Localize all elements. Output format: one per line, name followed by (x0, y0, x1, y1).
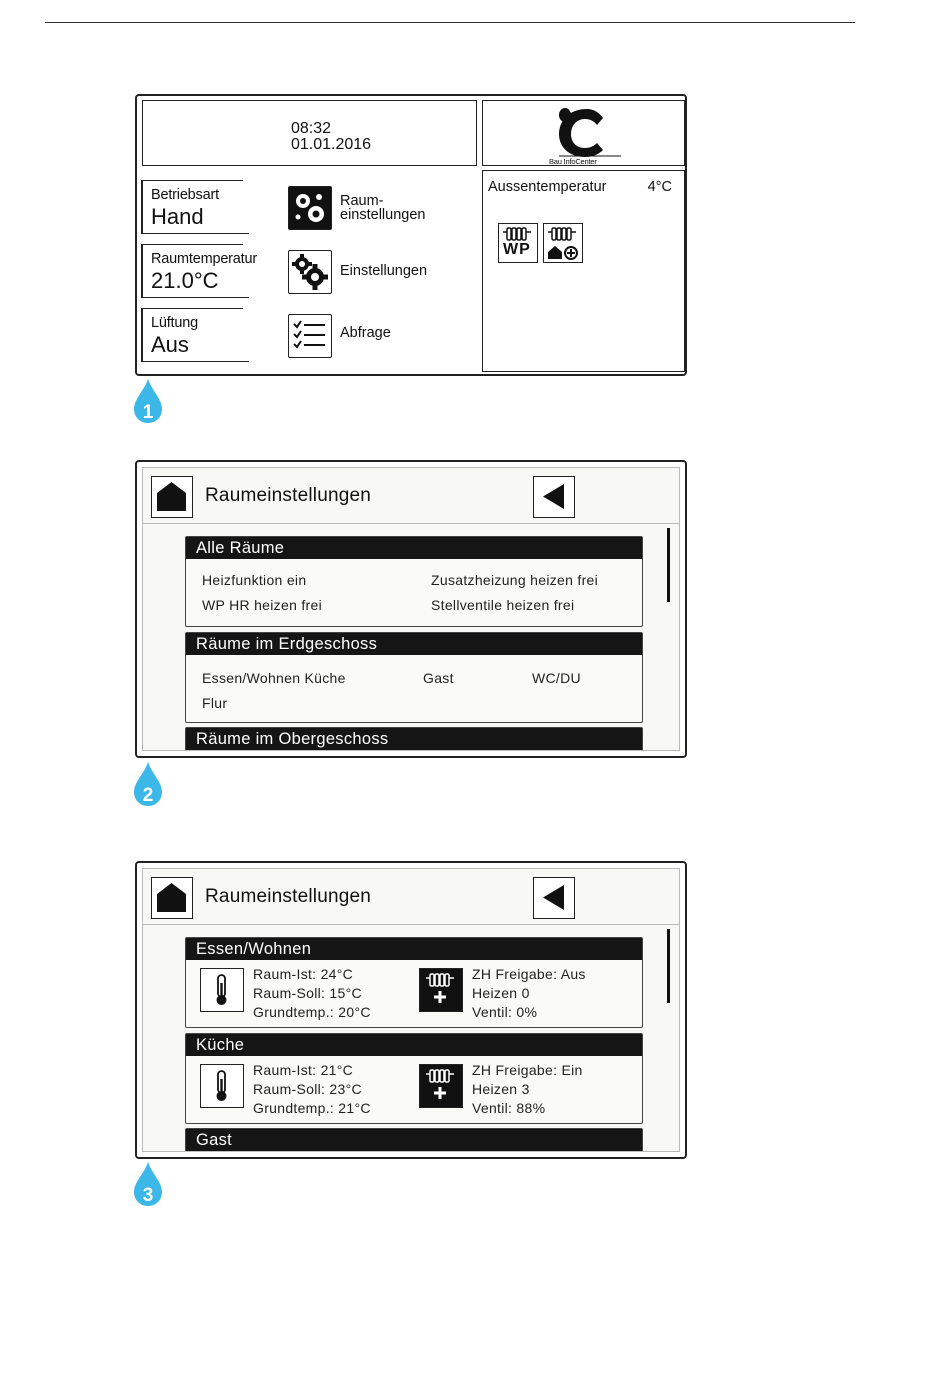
outside-temp-label: Aussentemperatur (488, 179, 607, 195)
home-icon (152, 878, 191, 917)
auxiliary-heater-button[interactable] (419, 1064, 463, 1108)
room-settings-button[interactable] (288, 186, 332, 230)
main-screen (135, 94, 687, 376)
section-ground-floor[interactable] (185, 632, 643, 723)
heater-status (472, 965, 586, 1022)
outside-panel (482, 170, 685, 372)
room-title: Küche (186, 1034, 642, 1056)
radiator-icon (544, 225, 581, 243)
room-temp-label: Raumtemperatur (151, 251, 257, 267)
room-settings-line1: Raum- (340, 193, 384, 209)
raum-ist: Raum-Ist: 24°C (253, 966, 354, 982)
heizen: Heizen 3 (472, 1081, 530, 1097)
back-button[interactable] (533, 877, 575, 919)
house-heating-status[interactable] (543, 223, 583, 263)
thermostat-button[interactable] (200, 968, 244, 1012)
page-title: Raumeinstellungen (205, 886, 372, 907)
room-card-essen-wohnen[interactable] (185, 937, 643, 1028)
marker-3-label: 3 (142, 1185, 154, 1206)
outside-temp-value: 4°C (647, 179, 672, 195)
heat-pump-status[interactable] (498, 223, 538, 263)
ventil: Ventil: 88% (472, 1100, 546, 1116)
house-plus-icon (544, 243, 581, 261)
heizen: Heizen 0 (472, 985, 530, 1001)
home-icon (152, 477, 191, 516)
thermometer-icon (201, 1065, 242, 1106)
scrollbar[interactable] (667, 929, 670, 1003)
back-arrow-icon (534, 878, 573, 917)
room-temps (253, 1061, 371, 1118)
home-button[interactable] (151, 476, 193, 518)
marker-3 (133, 1162, 163, 1206)
zh-freigabe: ZH Freigabe: Ein (472, 1062, 583, 1078)
datetime (291, 121, 371, 153)
marker-1-label: 1 (142, 402, 154, 423)
section-title: Alle Räume (186, 537, 642, 559)
wp-label: WP (503, 241, 531, 258)
room-settings-line2: einstellungen (340, 207, 426, 223)
section-all-rooms[interactable] (185, 536, 643, 627)
room-detail-screen (135, 861, 687, 1159)
ventilation-label: Lüftung (151, 315, 198, 331)
ventil: Ventil: 0% (472, 1004, 538, 1020)
option-heizfunktion[interactable]: Heizfunktion ein (202, 572, 307, 588)
room-wc-du[interactable]: WC/DU (532, 670, 581, 686)
option-stellventile[interactable]: Stellventile heizen frei (431, 597, 575, 613)
date: 01.01.2016 (291, 136, 372, 153)
room-temps (253, 965, 371, 1022)
room-settings-overview-screen (135, 460, 687, 758)
mode-status[interactable] (141, 180, 249, 234)
room-card-gast[interactable] (185, 1128, 643, 1152)
option-zusatzheizung[interactable]: Zusatzheizung heizen frei (431, 572, 599, 588)
thermostat-button[interactable] (200, 1064, 244, 1108)
marker-1 (133, 379, 163, 423)
logo-panel (482, 100, 685, 166)
back-button[interactable] (533, 476, 575, 518)
page-title: Raumeinstellungen (205, 485, 372, 506)
room-temp-value: 21.0°C (151, 268, 219, 293)
ventilation-status[interactable] (141, 308, 249, 362)
radiator-plus-icon (420, 969, 461, 1010)
zh-freigabe: ZH Freigabe: Aus (472, 966, 586, 982)
checklist-icon (289, 315, 330, 356)
mode-value: Hand (151, 204, 204, 229)
marker-2-label: 2 (142, 785, 154, 806)
home-button[interactable] (151, 877, 193, 919)
room-gast[interactable]: Gast (423, 670, 454, 686)
ventilation-value: Aus (151, 332, 189, 357)
settings-button[interactable] (288, 250, 332, 294)
room-settings-label[interactable] (340, 194, 425, 222)
raum-soll: Raum-Soll: 15°C (253, 985, 362, 1001)
logo-text: Bau InfoCenter (549, 157, 597, 166)
auxiliary-heater-button[interactable] (419, 968, 463, 1012)
scrollbar[interactable] (667, 528, 670, 602)
room-flur[interactable]: Flur (202, 695, 228, 711)
thermometer-icon (201, 969, 242, 1010)
mode-label: Betriebsart (151, 187, 219, 203)
page-rule (45, 22, 855, 23)
back-arrow-icon (534, 477, 573, 516)
room-title: Essen/Wohnen (186, 938, 642, 960)
grundtemp: Grundtemp.: 20°C (253, 1004, 371, 1020)
section-title: Räume im Obergeschoss (186, 728, 642, 750)
datetime-panel (142, 100, 477, 166)
section-title: Räume im Erdgeschoss (186, 633, 642, 655)
query-label[interactable]: Abfrage (340, 325, 391, 341)
grundtemp: Grundtemp.: 21°C (253, 1100, 371, 1116)
heater-status (472, 1061, 583, 1118)
radiator-plus-icon (420, 1065, 461, 1106)
room-card-kueche[interactable] (185, 1033, 643, 1124)
settings-label[interactable]: Einstellungen (340, 263, 428, 279)
query-button[interactable] (288, 314, 332, 358)
room-essen-wohnen-kueche[interactable]: Essen/Wohnen Küche (202, 670, 346, 686)
screen-header (143, 869, 679, 925)
time: 08:32 (291, 120, 332, 137)
room-title: Gast (186, 1129, 642, 1151)
room-temp-status[interactable] (141, 244, 257, 298)
marker-2 (133, 762, 163, 806)
raum-ist: Raum-Ist: 21°C (253, 1062, 354, 1078)
option-wp-hr[interactable]: WP HR heizen frei (202, 597, 322, 613)
section-upper-floor[interactable] (185, 727, 643, 751)
gears-icon (289, 187, 330, 228)
screen-header (143, 468, 679, 524)
raum-soll: Raum-Soll: 23°C (253, 1081, 362, 1097)
gear-icon (289, 251, 330, 292)
